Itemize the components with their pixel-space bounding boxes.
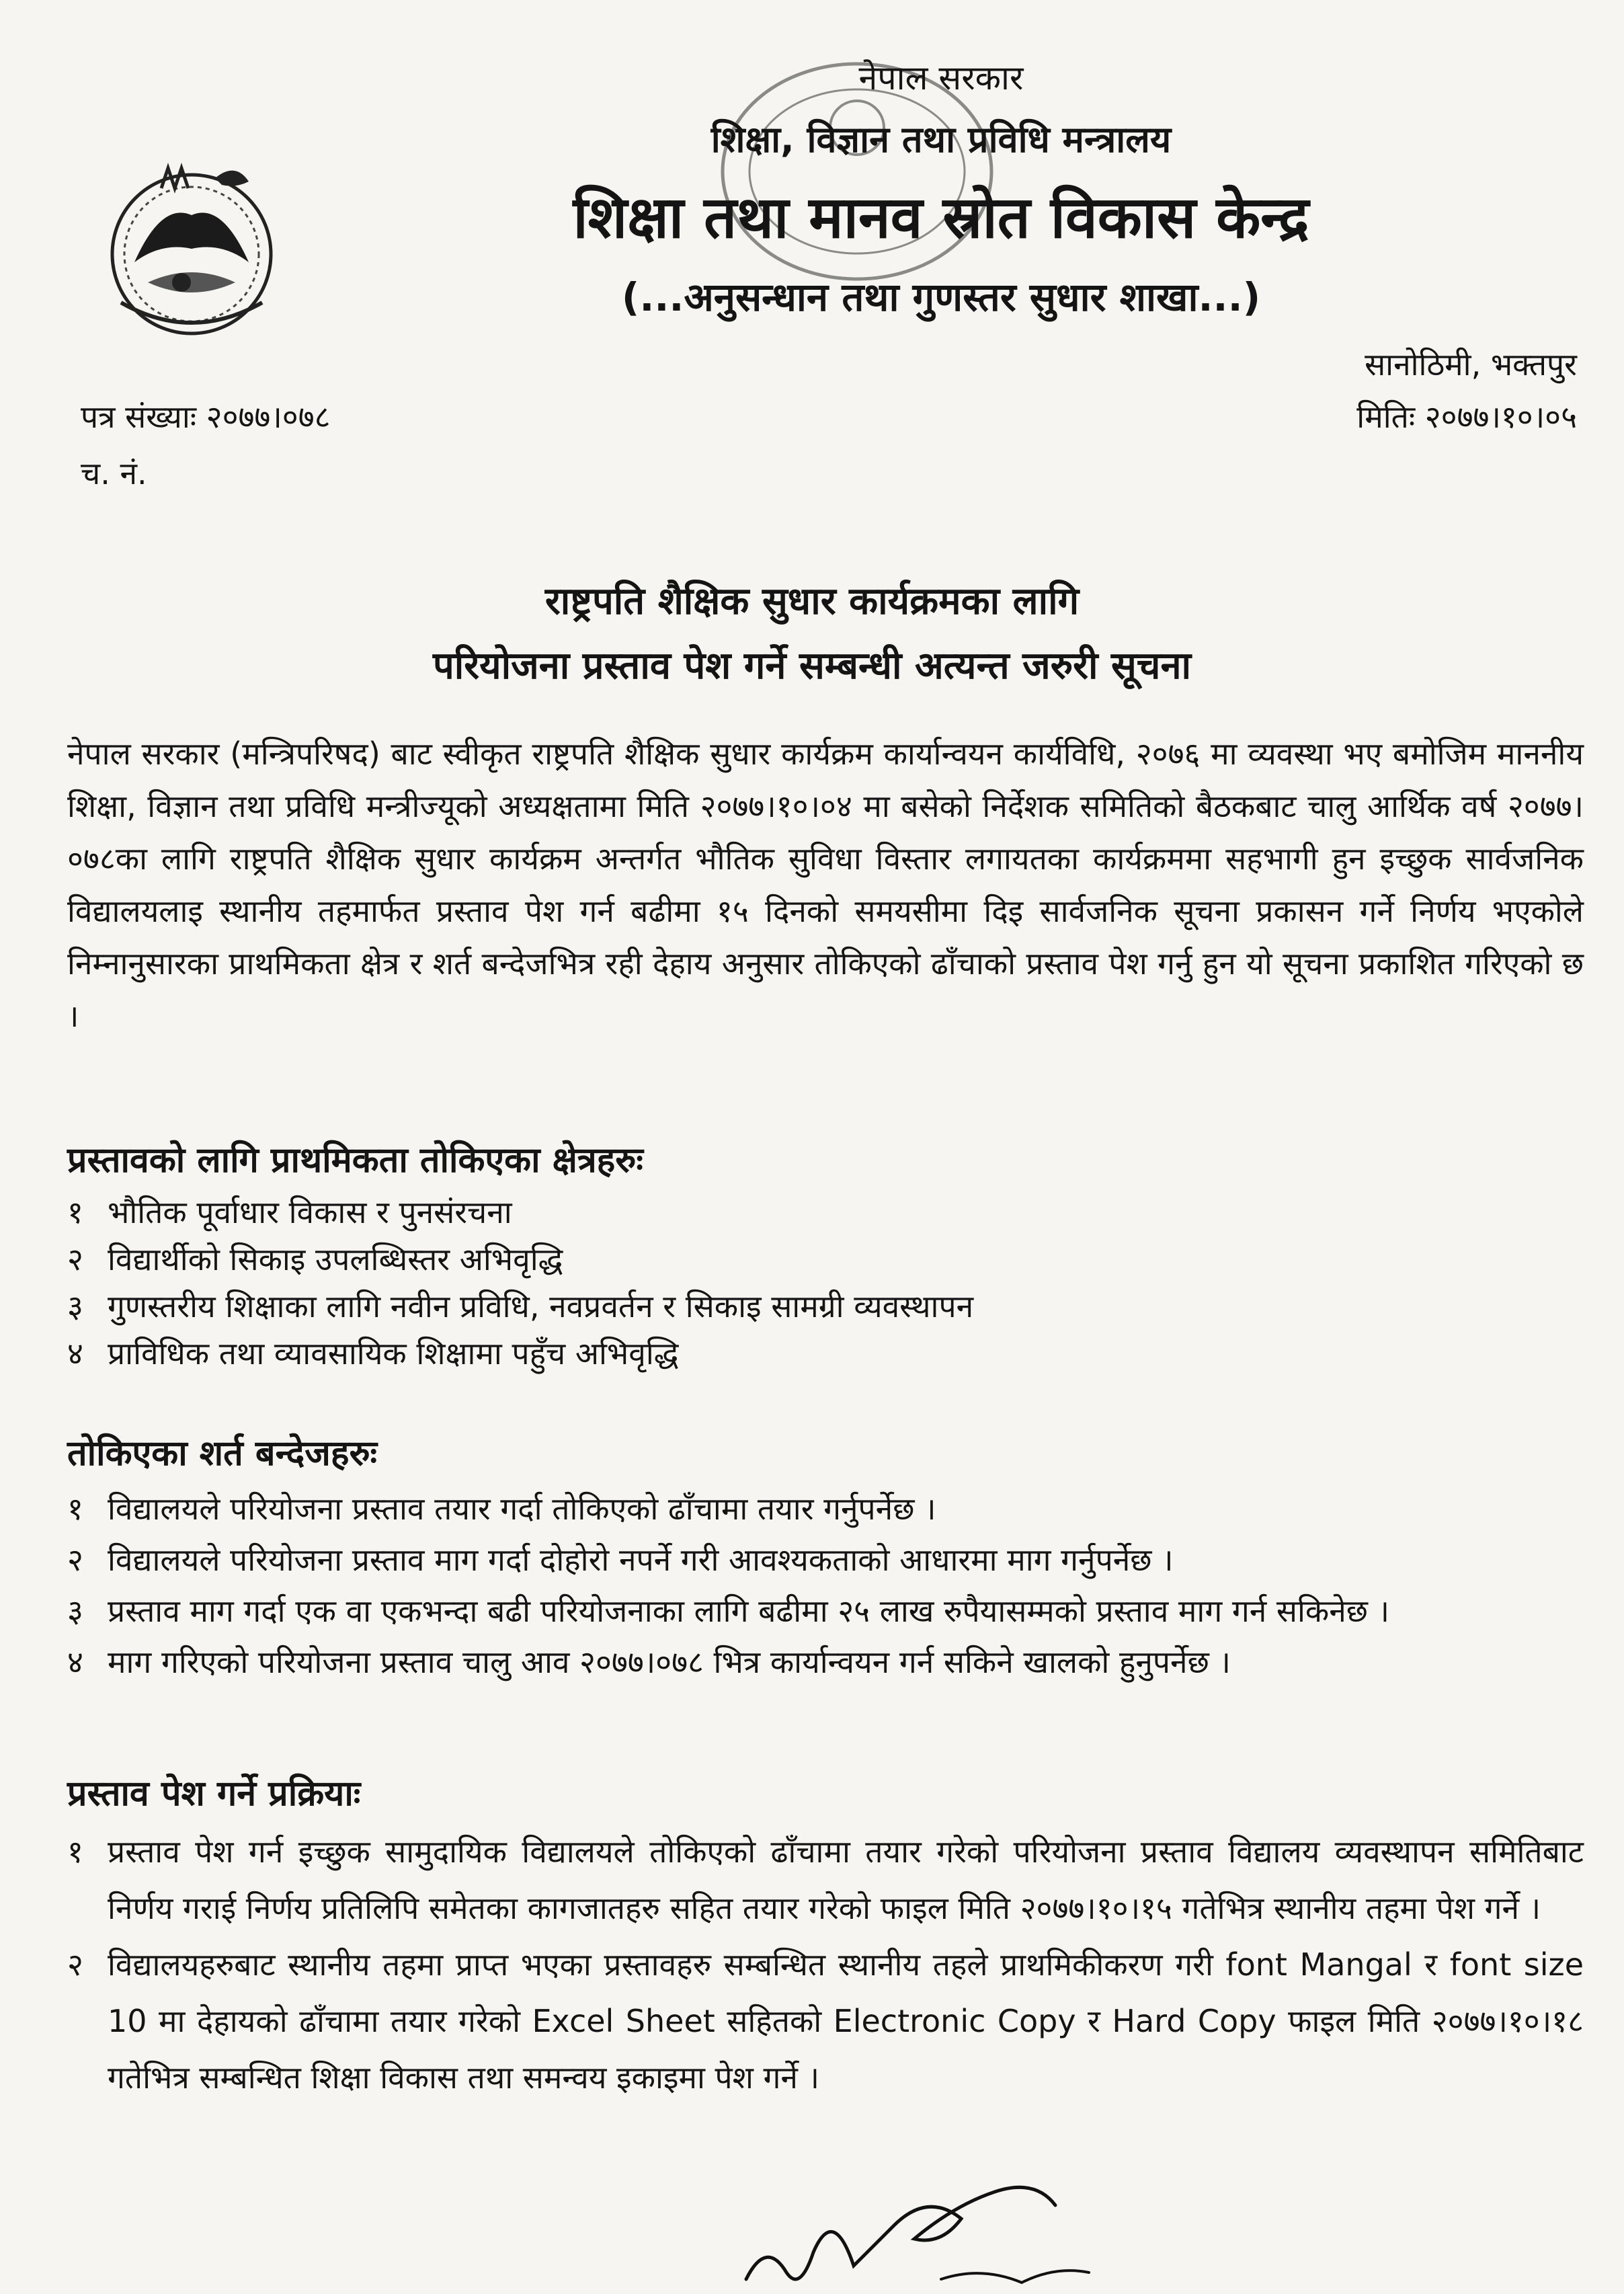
nepal-emblem-icon (81, 141, 302, 350)
item-text: विद्यालयले परियोजना प्रस्ताव माग गर्दा दोहोरो नपर्ने गरी आवश्यकताको आधारमा माग गर्नुपर्नेछ । (108, 1542, 1174, 1578)
list-item (67, 1534, 1584, 1585)
process-list (67, 1823, 1584, 2106)
government-name: नेपाल सरकार (858, 58, 1024, 97)
item-text: प्रस्ताव पेश गर्न इच्छुक सामुदायिक विद्यालयले तोकिएको ढाँचामा तयार गरेको परियोजना प्रस्ताव विद्यालय व्यवस्थापन समितिबाट निर्णय गराई निर्णय प्रतिलिपि समेतका कागजातहरु सहित तयार गरेको फाइल मिति २०७७।१०।१५ गतेभित्र स्थानीय तहमा पेश गर्ने । (108, 1833, 1584, 1926)
item-number: ३ (67, 1593, 83, 1629)
handwritten-signature (739, 2165, 1116, 2293)
dispatch-number: च. नं. (81, 455, 147, 491)
notice-title-line-2: परियोजना प्रस्ताव पेश गर्ने सम्बन्धी अत्यन्त जरुरी सूचना (432, 644, 1192, 688)
item-text: भौतिक पूर्वाधार विकास र पुनसंरचना (108, 1194, 512, 1230)
list-item (67, 1330, 1584, 1377)
priority-areas-list (67, 1189, 1584, 1377)
item-text: प्राविधिक तथा व्यावसायिक शिक्षामा पहुँच अभिवृद्धि (108, 1335, 679, 1372)
item-number: २ (67, 1542, 83, 1578)
list-item (67, 1189, 1584, 1236)
item-number: २ (67, 1241, 83, 1277)
item-text: माग गरिएको परियोजना प्रस्ताव चालु आव २०७७।०७८ भित्र कार्यान्वयन गर्न सकिने खालको हुनुपर्नेछ । (108, 1644, 1231, 1680)
item-text: प्रस्ताव माग गर्दा एक वा एकभन्दा बढी परियोजनाका लागि बढीमा २५ लाख रुपैयासम्मको प्रस्ताव माग गर्न सकिनेछ । (108, 1593, 1390, 1629)
process-heading: प्रस्ताव पेश गर्ने प्रक्रियाः (67, 1774, 361, 1814)
item-text: विद्यालयले परियोजना प्रस्ताव तयार गर्दा तोकिएको ढाँचामा तयार गर्नुपर्नेछ । (108, 1491, 936, 1527)
conditions-heading: तोकिएका शर्त बन्देजहरुः (67, 1433, 378, 1474)
list-item (67, 1636, 1584, 1688)
notice-title-line-1: राष्ट्रपति शैक्षिक सुधार कार्यक्रमका लागि (544, 580, 1080, 623)
item-number: ४ (67, 1644, 83, 1680)
office-location: सानोठिमी, भक्तपुर (1365, 346, 1577, 383)
item-number: १ (67, 1491, 83, 1527)
branch-name: (...अनुसन्धान तथा गुणस्तर सुधार शाखा...) (621, 274, 1261, 320)
list-item (67, 1585, 1584, 1636)
priority-areas-heading: प्रस्तावको लागि प्राथमिकता तोकिएका क्षेत्रहरुः (67, 1140, 643, 1181)
ministry-name: शिक्षा, विज्ञान तथा प्रविधि मन्त्रालय (710, 118, 1172, 161)
item-number: ४ (67, 1335, 83, 1372)
list-item (67, 1283, 1584, 1330)
conditions-list (67, 1483, 1584, 1688)
item-text: विद्यार्थीको सिकाइ उपलब्धिस्तर अभिवृद्धि (108, 1241, 563, 1277)
centre-name: शिक्षा तथा मानव स्रोत विकास केन्द्र (573, 184, 1309, 251)
item-number: २ (67, 1946, 83, 1983)
list-item (67, 1483, 1584, 1534)
notice-paragraph: नेपाल सरकार (मन्त्रिपरिषद) बाट स्वीकृत राष्ट्रपति शैक्षिक सुधार कार्यक्रम कार्यान्वयन कार्यविधि, २०७६ मा व्यवस्था भए बमोजिम माननीय शिक्षा, विज्ञान तथा प्रविधि मन्त्रीज्यूको अध्यक्षतामा मिति २०७७।१०।०४ मा बसेको निर्देशक समितिको बैठकबाट चालु आर्थिक वर्ष २०७७।०७८का लागि राष्ट्रपति शैक्षिक सुधार कार्यक्रम अन्तर्गत भौतिक सुविधा विस्तार लगायतका कार्यक्रममा सहभागी हुन इच्छुक सार्वजनिक विद्यालयलाइ स्थानीय तहमार्फत प्रस्ताव पेश गर्न बढीमा १५ दिनको समयसीमा दिइ सार्वजनिक सूचना प्रकासन गर्ने निर्णय भएकोले निम्नानुसारका प्राथमिकता क्षेत्र र शर्त बन्देजभित्र रही देहाय अनुसार तोकिएको ढाँचाको प्रस्ताव पेश गर्नु हुन यो सूचना प्रकाशित गरिएको छ । (67, 736, 1584, 1034)
list-item (67, 1936, 1584, 2106)
item-number: १ (67, 1194, 83, 1230)
list-item (67, 1823, 1584, 1936)
item-number: ३ (67, 1288, 83, 1324)
item-text: विद्यालयहरुबाट स्थानीय तहमा प्राप्त भएका प्रस्तावहरु सम्बन्धित स्थानीय तहले प्राथमिकीकरण गरी font Mangal र font size 10 मा देहायको ढाँचामा तयार गरेको Excel Sheet सहितको Electronic Copy र Hard Copy फाइल मिति २०७७।१०।१८ गतेभित्र सम्बन्धित शिक्षा विकास तथा समन्वय इकाइमा पेश गर्ने । (108, 1946, 1584, 2096)
item-number: १ (67, 1833, 83, 1870)
list-item (67, 1236, 1584, 1283)
letter-date: मितिः २०७७।१०।०५ (1356, 399, 1577, 435)
reference-number: पत्र संख्याः २०७७।०७८ (81, 399, 331, 435)
item-text: गुणस्तरीय शिक्षाका लागि नवीन प्रविधि, नवप्रवर्तन र सिकाइ सामग्री व्यवस्थापन (108, 1288, 974, 1324)
